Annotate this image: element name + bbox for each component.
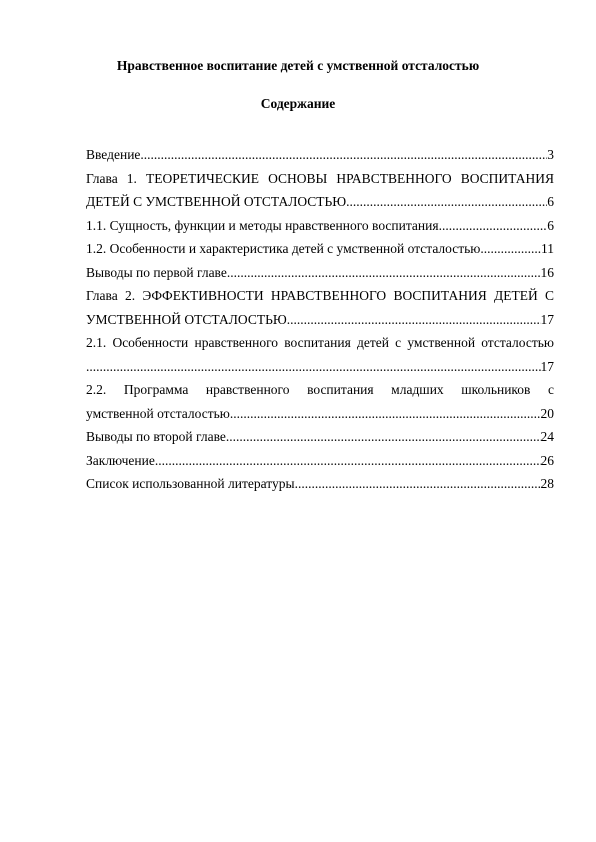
toc-entry-text: Выводы по первой главе xyxy=(86,264,227,280)
toc-entry-text: 2.1. Особенности нравственного воспитания детей с умственной отсталостью xyxy=(86,335,554,350)
toc-entry-text: УМСТВЕННОЙ ОТСТАЛОСТЬЮ xyxy=(86,311,287,327)
toc-entry-text: Введение xyxy=(86,147,141,162)
toc-entry-chapter1-line2 xyxy=(86,190,554,214)
dot-leader xyxy=(439,214,548,238)
toc-entry-section-1-2 xyxy=(86,237,554,261)
dot-leader xyxy=(230,402,541,426)
toc-entry-text: Заключение xyxy=(86,452,155,468)
toc-entry-chapter1-line1 xyxy=(86,167,554,191)
dot-leader xyxy=(226,425,541,449)
toc-entry-text: Глава 1. ТЕОРЕТИЧЕСКИЕ ОСНОВЫ НРАВСТВЕННОГО ВОСПИТАНИЯ xyxy=(86,170,554,186)
toc-entry-section-2-2-line1 xyxy=(86,378,554,402)
dot-leader xyxy=(227,261,541,285)
toc-entry-text: умственной отсталостью xyxy=(86,405,230,421)
toc-entry-conclusion xyxy=(86,449,554,473)
toc-page-number: 6 xyxy=(547,217,554,233)
toc-page-number: 3 xyxy=(547,147,554,162)
toc-entry-text: Список использованной литературы xyxy=(86,476,295,491)
table-of-contents xyxy=(86,143,554,496)
dot-leader xyxy=(480,237,541,261)
toc-entry-text: ДЕТЕЙ С УМСТВЕННОЙ ОТСТАЛОСТЬЮ xyxy=(86,194,347,209)
toc-page-number: 24 xyxy=(540,429,554,444)
dot-leader xyxy=(140,143,547,167)
toc-entry-section-2-1-line1 xyxy=(86,331,554,355)
toc-entry-chapter2-line2 xyxy=(86,308,554,332)
toc-entry-text: 2.2. Программа нравственного воспитания младших школьников с xyxy=(86,382,554,397)
toc-entry-text: Глава 2. ЭФФЕКТИВНОСТИ НРАВСТВЕННОГО ВОСПИТАНИЯ ДЕТЕЙ С xyxy=(86,288,554,303)
toc-entry-intro xyxy=(86,143,554,167)
dot-leader xyxy=(295,472,541,496)
contents-heading: Содержание xyxy=(260,96,336,111)
toc-page-number: 17 xyxy=(540,311,554,327)
dot-leader xyxy=(155,449,541,473)
toc-page-number: 20 xyxy=(540,405,554,421)
toc-entry-section-2-1-line2 xyxy=(86,355,554,379)
toc-page-number: 26 xyxy=(540,452,554,468)
document-title: Нравственное воспитание детей с умственной отсталостью xyxy=(116,58,480,73)
toc-entry-conclusions-2 xyxy=(86,425,554,449)
toc-page-number: 28 xyxy=(540,476,554,491)
toc-entry-section-2-2-line2 xyxy=(86,402,554,426)
toc-entry-text: Выводы по второй главе xyxy=(86,429,226,444)
toc-entry-references xyxy=(86,472,554,496)
dot-leader xyxy=(346,190,547,214)
toc-page-number: 6 xyxy=(547,194,554,209)
toc-page-number: 17 xyxy=(540,358,554,374)
toc-page-number: 11 xyxy=(541,241,554,256)
toc-entry-chapter2-line1 xyxy=(86,284,554,308)
dot-leader xyxy=(86,355,541,379)
toc-page-number: 16 xyxy=(540,264,554,280)
toc-entry-section-1-1 xyxy=(86,214,554,238)
dot-leader xyxy=(287,308,541,332)
toc-entry-conclusions-1 xyxy=(86,261,554,285)
toc-entry-text: 1.1. Сущность, функции и методы нравственного воспитания xyxy=(86,217,439,233)
toc-entry-text: 1.2. Особенности и характеристика детей с умственной отсталостью xyxy=(86,241,481,256)
